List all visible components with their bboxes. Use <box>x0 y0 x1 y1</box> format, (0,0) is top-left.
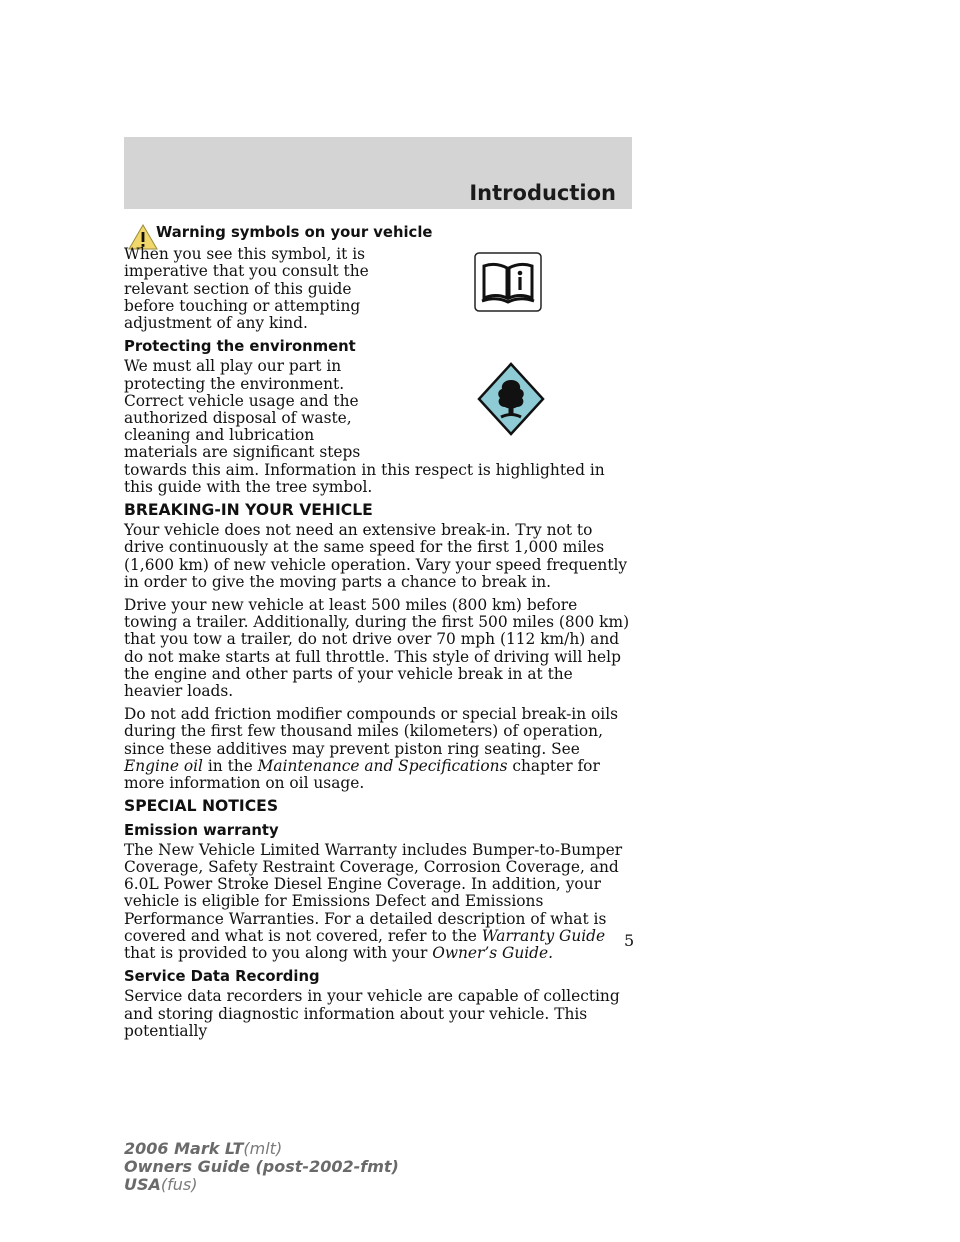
emission-text <box>124 840 635 962</box>
breakin-paragraph-3 <box>124 706 632 792</box>
breakin-paragraph-2: Drive your new vehicle at least 500 miles (800 km) before towing a trailer. Additionally, during the first 500 miles (800 km) that you tow a trailer, do not drive over 70 mph (112 km/h) and do not make starts at full throttle. This style of driving will help the engine and other parts of your vehicle break in at the heavier loads. <box>124 596 630 701</box>
footer-market-code: (fus) <box>160 1175 198 1194</box>
footer-line-1 <box>124 1140 399 1158</box>
section-title: Introduction <box>469 181 616 205</box>
page-content <box>124 222 635 1046</box>
maintenance-chapter-reference: Maintenance and Specifications <box>257 756 508 775</box>
breakin-p3-text-c: chapter for more information on oil usage. <box>124 756 600 793</box>
footer-market: USA <box>124 1175 161 1194</box>
footer-guide-name: Owners Guide (post-2002-fmt) <box>124 1157 399 1176</box>
owners-guide-reference: Owner’s Guide. <box>432 943 554 962</box>
footer-line-3 <box>124 1176 399 1194</box>
service-heading: Service Data Recording <box>124 968 320 986</box>
breakin-paragraph-1: Your vehicle does not need an extensive break-in. Try not to drive continuously at the same speed for the first 1,000 miles (1,600 km) of new vehicle operation. Vary your speed frequently in order to give the moving parts a chance to break in. <box>124 521 628 591</box>
emission-text-b: that is provided to you along with your <box>124 943 433 962</box>
document-footer <box>124 1140 399 1194</box>
engine-oil-reference: Engine oil <box>124 756 203 775</box>
warning-heading: Warning symbols on your vehicle <box>156 224 433 241</box>
emission-text-a: The New Vehicle Limited Warranty includes Bumper-to-Bumper Coverage, Safety Restraint Coverage, Corrosion Coverage, and 6.0L Power Stroke Diesel Engine Coverage. In addition, your vehicle is eligible for Emissions Defect and Emissions Performance Warranties. For a detailed description of what is covered and what is not covered, refer to the <box>124 840 623 945</box>
section-header-bar <box>124 137 632 209</box>
environment-heading: Protecting the environment <box>124 338 356 356</box>
warranty-guide-reference: Warranty Guide <box>481 926 606 945</box>
special-notices-heading: SPECIAL NOTICES <box>124 797 279 816</box>
emission-heading: Emission warranty <box>124 821 279 839</box>
footer-line-2 <box>124 1158 399 1176</box>
breakin-heading: BREAKING-IN YOUR VEHICLE <box>124 501 373 520</box>
breakin-p3-text-a: Do not add friction modifier compounds or special break-in oils during the first few thousand miles (kilometers) of operation, since these additives may prevent piston ring seating. See <box>124 705 619 758</box>
environment-text-body: We must all play our part in protecting the environment. Correct vehicle usage and the authorized disposal of waste, cleaning and lubrication materials are significant steps towards this aim. Information in this respect is highlighted in this guide with the tree symbol. <box>124 357 605 496</box>
breakin-p3-text-b: in the <box>202 756 258 775</box>
footer-model: 2006 Mark LT <box>124 1139 244 1158</box>
page-number: 5 <box>624 931 635 950</box>
service-text: Service data recorders in your vehicle are capable of collecting and storing diagnostic information about your vehicle. This potentially <box>124 987 620 1040</box>
footer-model-code: (mlt) <box>243 1139 283 1158</box>
environment-text <box>124 358 632 496</box>
warning-text: When you see this symbol, it is imperative that you consult the relevant section of this guide before touching or attempting adjustment of any kind. <box>124 245 369 333</box>
environment-float-spacer <box>392 358 632 460</box>
